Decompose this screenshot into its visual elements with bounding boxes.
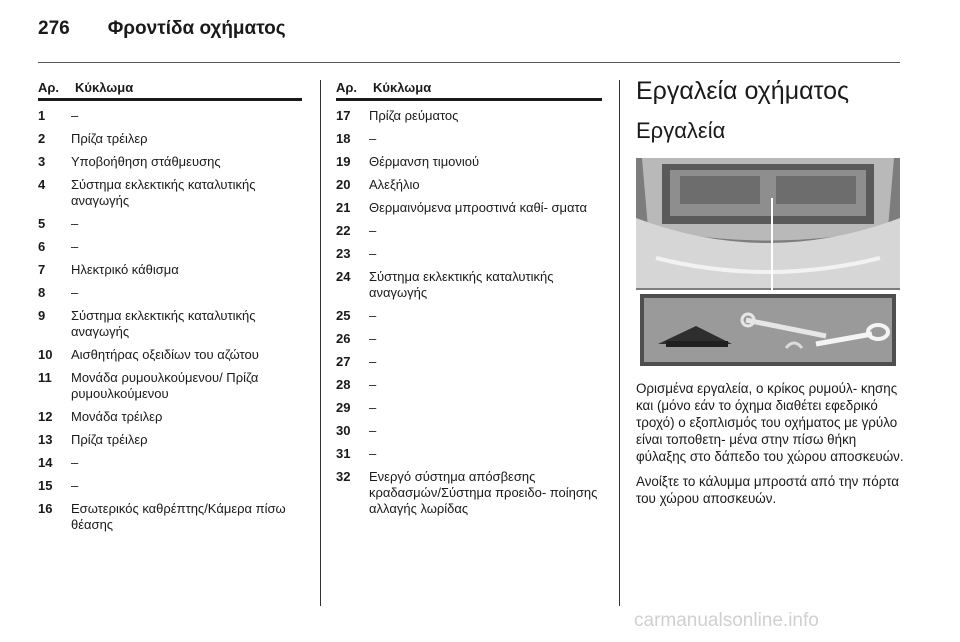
circuit-name: Πρίζα τρέιλερ	[71, 131, 148, 146]
tools-paragraph-1: Ορισμένα εργαλεία, ο κρίκος ρυμούλ- κησης και (μόνο εάν το όχημα διαθέτει εφεδρικό τροχό) ο εξοπλισμός του οχήματος με γρύλο είναι τοποθετη- μένα στην πίσω θήκη φύλαξης στο δάπεδο του χώρου αποσκευών.	[636, 381, 904, 464]
fuse-number: 15	[38, 478, 53, 493]
circuit-name: –	[369, 308, 377, 323]
circuit-name: Σύστημα εκλεκτικής καταλυτικής αναγωγής	[71, 177, 256, 208]
fuse-number: 18	[336, 131, 351, 146]
table-row	[336, 308, 602, 324]
fuse-number: 25	[336, 308, 351, 323]
fuse-number: 31	[336, 446, 351, 461]
circuit-name: Ενεργό σύστημα απόσβεσης κραδασμών/Σύστημα προειδο- ποίησης αλλαγής λωρίδας	[369, 469, 598, 516]
circuit-name: Σύστημα εκλεκτικής καταλυτικής αναγωγής	[71, 308, 256, 339]
fuse-number: 12	[38, 409, 53, 424]
fuse-table-2	[336, 80, 602, 517]
fuse-number: 13	[38, 432, 53, 447]
table-row	[336, 269, 602, 301]
col-no-header: Αρ.	[38, 80, 60, 95]
circuit-name: Θέρμανση τιμονιού	[369, 154, 480, 169]
fuse-number: 17	[336, 108, 351, 123]
table-row	[336, 331, 602, 347]
table-row	[336, 131, 602, 147]
fuse-number: 28	[336, 377, 351, 392]
fuse-number: 10	[38, 347, 53, 362]
table-row	[336, 377, 602, 393]
fuse-number: 11	[38, 370, 52, 385]
page-header	[38, 18, 286, 40]
column-divider	[320, 80, 321, 606]
circuit-name: Πρίζα ρεύματος	[369, 108, 459, 123]
circuit-name: –	[369, 446, 377, 461]
table-header	[336, 80, 602, 101]
circuit-name: Αλεξήλιο	[369, 177, 420, 192]
fuse-number: 7	[38, 262, 46, 277]
table-row	[38, 501, 302, 533]
fuse-number: 24	[336, 269, 351, 284]
table-row	[336, 446, 602, 462]
fuse-number: 8	[38, 285, 46, 300]
circuit-name: Εσωτερικός καθρέπτης/Κάμερα πίσω θέασης	[71, 501, 286, 532]
table-row	[38, 239, 302, 255]
table-row	[38, 308, 302, 340]
trunk-tools-illustration	[636, 158, 900, 370]
table-row	[38, 285, 302, 301]
circuit-name: –	[71, 216, 79, 231]
fuse-number: 32	[336, 469, 351, 484]
header-rule	[38, 62, 900, 63]
circuit-name: –	[71, 239, 79, 254]
table-row	[38, 455, 302, 471]
circuit-name: –	[71, 285, 79, 300]
fuse-number: 3	[38, 154, 46, 169]
page-title: Φροντίδα οχήματος	[107, 18, 286, 39]
fuse-number: 19	[336, 154, 351, 169]
circuit-name: Μονάδα τρέιλερ	[71, 409, 163, 424]
fuse-number: 29	[336, 400, 351, 415]
circuit-name: Μονάδα ρυμουλκούμενου/ Πρίζα ρυμουλκούμενου	[71, 370, 259, 401]
circuit-name: –	[71, 108, 79, 123]
fuse-number: 27	[336, 354, 351, 369]
col-circuit-header: Κύκλωμα	[373, 80, 432, 95]
table-row	[336, 223, 602, 239]
circuit-name: –	[369, 331, 377, 346]
fuse-number: 26	[336, 331, 351, 346]
table-row	[38, 154, 302, 170]
table-row	[336, 108, 602, 124]
circuit-name: Πρίζα τρέιλερ	[71, 432, 148, 447]
circuit-name: Ηλεκτρικό κάθισμα	[71, 262, 179, 277]
table-row	[38, 131, 302, 147]
table-row	[336, 469, 602, 517]
section-heading: Εργαλεία οχήματος	[636, 77, 850, 105]
fuse-number: 5	[38, 216, 46, 231]
fuse-table-1	[38, 80, 302, 533]
table-row	[336, 200, 602, 216]
tools-section	[636, 76, 904, 507]
table-row	[336, 354, 602, 370]
fuse-number: 14	[38, 455, 53, 470]
circuit-name: –	[369, 223, 377, 238]
fuse-number: 6	[38, 239, 46, 254]
circuit-name: Σύστημα εκλεκτικής καταλυτικής αναγωγής	[369, 269, 554, 300]
circuit-name: –	[71, 478, 79, 493]
table-row	[38, 409, 302, 425]
fuse-number: 2	[38, 131, 46, 146]
table-header	[38, 80, 302, 101]
fuse-number: 9	[38, 308, 46, 323]
table-row	[38, 370, 302, 402]
column-divider	[619, 80, 620, 606]
page-number: 276	[38, 18, 70, 39]
circuit-name: Αισθητήρας οξειδίων του αζώτου	[71, 347, 259, 362]
table-row	[336, 423, 602, 439]
circuit-name: Θερμαινόμενα μπροστινά καθί- σματα	[369, 200, 588, 215]
table-row	[38, 347, 302, 363]
circuit-name: –	[369, 400, 377, 415]
circuit-name: –	[369, 246, 377, 261]
col-no-header: Αρ.	[336, 80, 358, 95]
circuit-name: –	[71, 455, 79, 470]
table-row	[336, 246, 602, 262]
circuit-name: –	[369, 377, 377, 392]
tools-paragraph-2: Ανοίξτε το κάλυμμα μπροστά από την πόρτα του χώρου αποσκευών.	[636, 474, 900, 506]
fuse-number: 21	[336, 200, 351, 215]
table-row	[38, 262, 302, 278]
fuse-number: 16	[38, 501, 53, 516]
col-circuit-header: Κύκλωμα	[75, 80, 134, 95]
circuit-name: Υποβοήθηση στάθμευσης	[71, 154, 221, 169]
table-row	[336, 400, 602, 416]
fuse-number: 20	[336, 177, 351, 192]
fuse-number: 30	[336, 423, 351, 438]
fuse-number: 4	[38, 177, 46, 192]
fuse-number: 22	[336, 223, 351, 238]
table-row	[336, 154, 602, 170]
circuit-name: –	[369, 354, 377, 369]
table-row	[38, 108, 302, 124]
watermark: carmanualsonline.info	[634, 610, 819, 631]
fuse-number: 23	[336, 246, 351, 261]
section-subheading: Εργαλεία	[636, 118, 726, 143]
table-row	[38, 177, 302, 209]
table-row	[336, 177, 602, 193]
circuit-name: –	[369, 131, 377, 146]
table-row	[38, 216, 302, 232]
fuse-number: 1	[38, 108, 46, 123]
circuit-name: –	[369, 423, 377, 438]
table-row	[38, 478, 302, 494]
table-row	[38, 432, 302, 448]
